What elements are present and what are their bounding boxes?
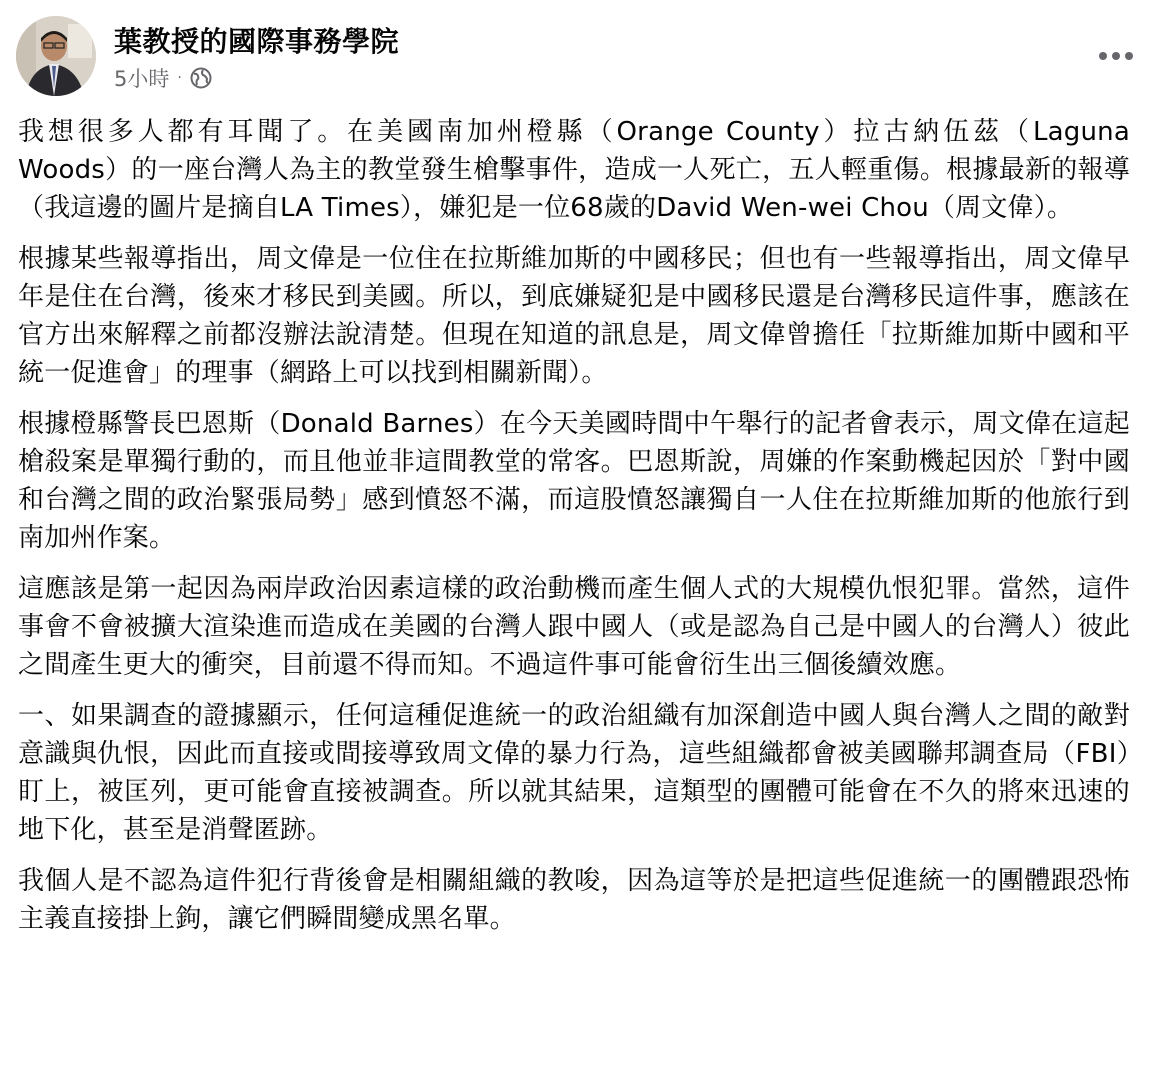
post-body — [18, 113, 1130, 951]
post-header — [16, 16, 1140, 100]
person-photo-icon — [16, 16, 96, 96]
post-paragraph: 我個人是不認為這件犯行背後會是相關組織的教唆，因為這等於是把這些促進統一的團體跟恐怖主義直接掛上鉤，讓它們瞬間變成黑名單。 — [18, 866, 1130, 934]
post-paragraph: 根據某些報導指出，周文偉是一位住在拉斯維加斯的中國移民；但也有一些報導指出，周文偉早年是住在台灣，後來才移民到美國。所以，到底嫌疑犯是中國移民還是台灣移民這件事，應該在官方出來解釋之前都沒辦法說清楚。但現在知道的訊息是，周文偉曾擔任「拉斯維加斯中國和平統一促進會」的理事（網路上可以找到相關新聞）。 — [18, 244, 1130, 388]
author-name[interactable]: 葉教授的國際事務學院 — [114, 25, 400, 58]
more-horizontal-icon — [1098, 51, 1134, 61]
meta-separator: · — [177, 70, 182, 86]
post-paragraph: 根據橙縣警長巴恩斯（Donald Barnes）在今天美國時間中午舉行的記者會表示，周文偉在這起槍殺案是單獨行動的，而且他並非這間教堂的常客。巴恩斯說，周嫌的作案動機起因於「對中國和台灣之間的政治緊張局勢」感到憤怒不滿，而這股憤怒讓獨自一人住在拉斯維加斯的他旅行到南加州作案。 — [18, 409, 1130, 553]
post-paragraph: 一、如果調查的證據顯示，任何這種促進統一的政治組織有加深創造中國人與台灣人之間的敵對意識與仇恨，因此而直接或間接導致周文偉的暴力行為，這些組織都會被美國聯邦調查局（FBI）盯上，被匡列，更可能會直接被調查。所以就其結果，這類型的團體可能會在不久的將來迅速的地下化，甚至是消聲匿跡。 — [18, 701, 1130, 845]
globe-icon[interactable] — [190, 67, 212, 89]
post-timestamp[interactable]: 5小時 — [114, 67, 170, 91]
post-paragraph: 我想很多人都有耳聞了。在美國南加州橙縣（Orange County）拉古納伍茲（Laguna Woods）的一座台灣人為主的教堂發生槍擊事件，造成一人死亡，五人輕重傷。根據最新的報導（我這邊的圖片是摘自LA Times），嫌犯是一位68歲的David Wen-wei Chou（周文偉）。 — [18, 117, 1130, 223]
post-paragraph: 這應該是第一起因為兩岸政治因素這樣的政治動機而產生個人式的大規模仇恨犯罪。當然，這件事會不會被擴大渲染進而造成在美國的台灣人跟中國人（或是認為自己是中國人的台灣人）彼此之間產生更大的衝突，目前還不得而知。不過這件事可能會衍生出三個後續效應。 — [18, 574, 1130, 680]
more-options-button[interactable] — [1094, 42, 1138, 70]
post-meta — [114, 64, 212, 92]
author-avatar[interactable] — [16, 16, 96, 96]
